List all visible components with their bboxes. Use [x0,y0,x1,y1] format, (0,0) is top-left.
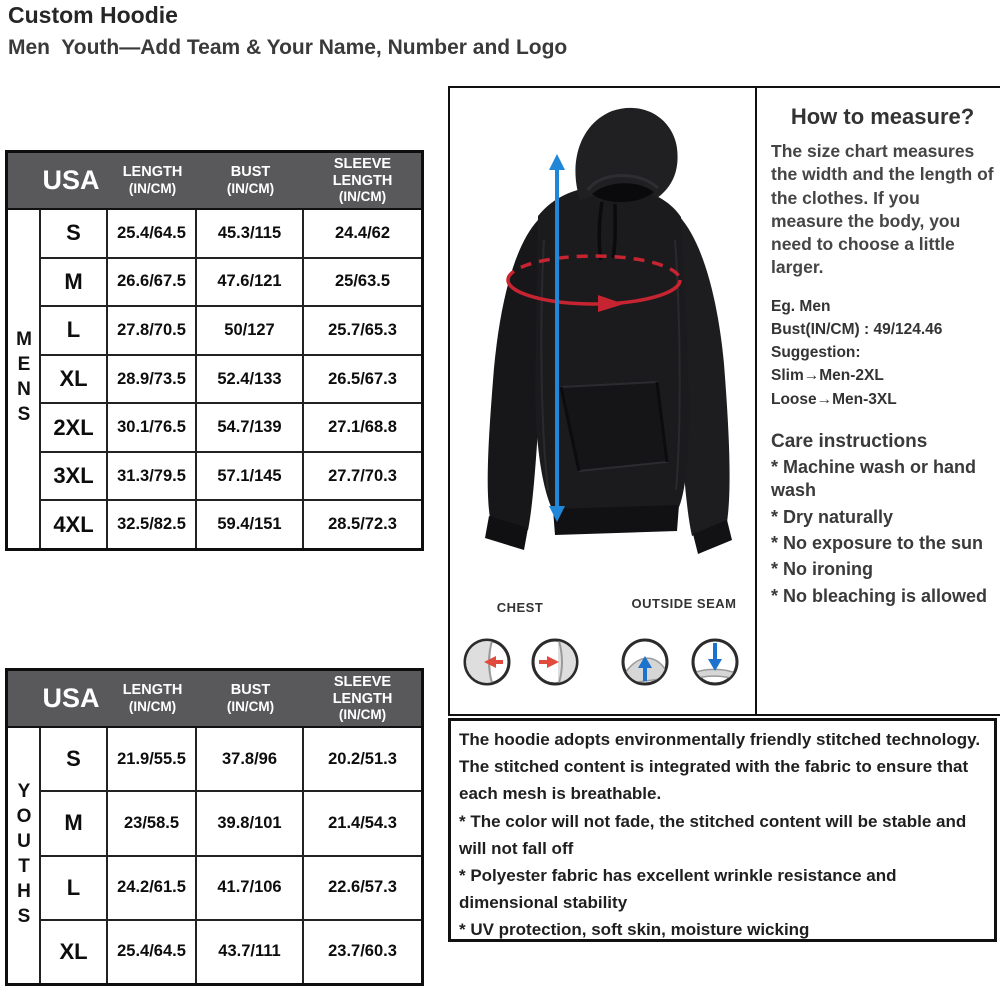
table-row [41,259,421,308]
header-bust: BUST (IN/CM) [226,164,275,197]
bust-cell: 43.7/111 [197,921,304,983]
youth-table-header [8,671,421,728]
example-line: Bust(IN/CM) : 49/124.46 [771,320,943,338]
header-sleeve: SLEEVE LENGTH (IN/CM) [332,674,393,723]
example-line: Eg. Men [771,297,831,315]
header-bust: BUST (IN/CM) [226,682,275,715]
chest-width-left-icon [464,639,509,685]
example-line: Suggestion: [771,344,861,362]
table-row [41,857,421,921]
sleeve-cell: 25.7/65.3 [328,320,397,339]
bust-cell: 45.3/115 [197,210,304,257]
table-row [41,792,421,856]
size-suggestion-example [771,295,994,411]
length-cell: 23/58.5 [108,792,197,854]
sleeve-cell: 22.6/57.3 [328,878,397,897]
sleeve-cell: 23.7/60.3 [328,942,397,961]
header-sleeve: SLEEVE LENGTH (IN/CM) [332,156,393,205]
length-cell: 32.5/82.5 [108,501,197,548]
mens-table-header [8,153,421,210]
length-cell: 25.4/64.5 [108,921,197,983]
size-cell: 3XL [41,453,108,500]
chest-width-right-icon [533,639,585,685]
hoodie-photo [452,90,753,558]
table-row [41,356,421,405]
product-info-panel [448,86,1000,716]
youth-group-label: YOUTHS [8,728,41,983]
header-length: LENGTH (IN/CM) [122,164,183,197]
chest-label: CHEST [496,600,544,615]
sleeve-cell: 25/63.5 [334,272,391,291]
table-row [41,210,421,259]
bust-cell: 54.7/139 [197,404,304,451]
care-item: * No exposure to the sun [771,533,984,554]
table-row [41,921,421,983]
product-description-box [448,718,997,942]
table-row [41,307,421,356]
example-line: Slim→Men-2XL [771,367,884,385]
length-cell: 24.2/61.5 [108,857,197,919]
care-item: * Machine wash or hand wash [771,456,977,501]
description-line: * The color will not fade, the stitched content will be stable and will not fall off [459,811,967,858]
youth-size-table [5,668,424,986]
header-length: LENGTH (IN/CM) [122,682,183,715]
page-title: Custom Hoodie [8,2,178,28]
bust-cell: 47.6/121 [197,259,304,306]
length-cell: 28.9/73.5 [108,356,197,403]
how-to-measure-body: The size chart measures the width and the length of the clothes. If you measure the body, you need to choose a little larger. [771,141,994,278]
outside-seam-up-icon [623,640,668,684]
description-line: * UV protection, soft skin, moisture wicking [459,920,810,940]
length-cell: 31.3/79.5 [108,453,197,500]
size-cell: 4XL [41,501,108,548]
description-line: The hoodie adopts environmentally friendly stitched technology. The stitched content is integrated with the fabric to ensure that each mesh is breathable. [459,730,981,804]
header-usa: USA [42,165,100,195]
sleeve-cell: 24.4/62 [334,223,391,242]
size-cell: S [41,210,108,257]
table-row [41,728,421,792]
sleeve-cell: 27.1/68.8 [328,418,397,437]
length-cell: 21.9/55.5 [108,728,197,790]
description-line: * Polyester fabric has excellent wrinkle resistance and dimensional stability [459,865,897,913]
mens-size-table [5,150,424,551]
sleeve-cell: 28.5/72.3 [328,515,397,534]
length-cell: 25.4/64.5 [108,210,197,257]
hoodie-image [452,90,753,558]
care-item: * No ironing [771,559,873,580]
bust-cell: 57.1/145 [197,453,304,500]
size-cell: L [41,857,108,919]
bust-cell: 50/127 [197,307,304,354]
example-line: Loose→Men-3XL [771,390,897,408]
sleeve-cell: 26.5/67.3 [328,369,397,388]
length-cell: 30.1/76.5 [108,404,197,451]
sleeve-cell: 27.7/70.3 [328,466,397,485]
care-item: * Dry naturally [771,506,894,527]
sleeve-cell: 20.2/51.3 [328,749,397,768]
measure-icons-area [450,558,753,714]
how-to-measure-panel [755,88,1000,714]
size-cell: M [41,792,108,854]
bust-cell: 59.4/151 [197,501,304,548]
bust-cell: 37.8/96 [197,728,304,790]
care-instructions-heading: Care instructions [771,430,928,452]
page-subtitle: Men Youth—Add Team & Your Name, Number and Logo [8,36,568,59]
size-cell: S [41,728,108,790]
mens-group-label: MENS [8,210,41,548]
outside-seam-down-icon [693,640,737,684]
bust-cell: 52.4/133 [197,356,304,403]
care-item: * No bleaching is allowed [771,585,988,606]
size-cell: XL [41,921,108,983]
size-cell: L [41,307,108,354]
table-row [41,453,421,502]
size-cell: 2XL [41,404,108,451]
sleeve-cell: 21.4/54.3 [328,813,397,832]
length-cell: 27.8/70.5 [108,307,197,354]
outside-seam-label: OUTSIDE SEAM [631,596,737,611]
size-cell: XL [41,356,108,403]
table-row [41,501,421,548]
bust-cell: 41.7/106 [197,857,304,919]
table-row [41,404,421,453]
measure-icons [450,618,753,710]
bust-cell: 39.8/101 [197,792,304,854]
length-cell: 26.6/67.5 [108,259,197,306]
how-to-measure-heading: How to measure? [790,104,975,129]
header-usa: USA [42,683,100,713]
size-cell: M [41,259,108,306]
